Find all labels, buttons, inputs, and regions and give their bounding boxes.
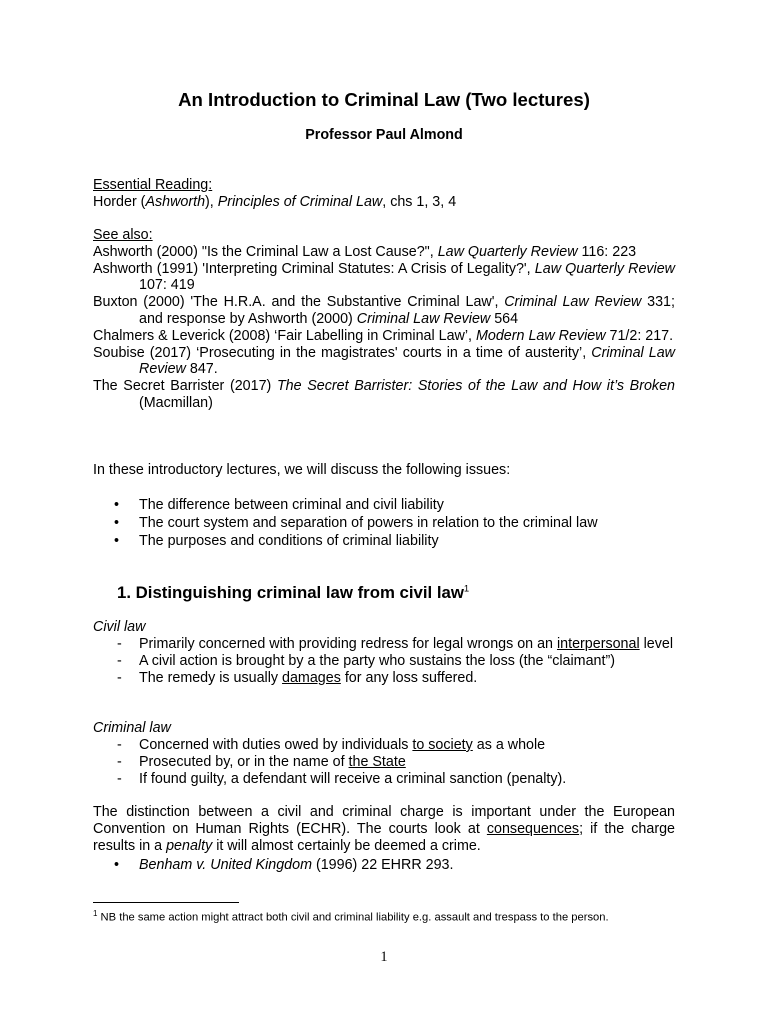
italic-span: The Secret Barrister: Stories of the Law and How it’s Broken	[276, 378, 675, 395]
civil-law-section	[93, 619, 675, 687]
list-item	[93, 496, 675, 514]
section-heading	[117, 582, 469, 604]
criminal-law-section	[93, 720, 675, 788]
issues-list	[93, 496, 675, 550]
text-span: level	[639, 635, 674, 652]
text-span: Horder (	[93, 193, 146, 210]
criminal-law-heading	[93, 720, 675, 737]
italic-span: Law Quarterly Review	[534, 260, 676, 277]
underlined-span: consequences	[486, 820, 580, 837]
italic-span: Principles of Criminal Law	[217, 193, 383, 210]
italic-span: Law Quarterly Review	[437, 243, 578, 260]
text-span: ; if the charge results in a	[93, 820, 675, 854]
essential-reading-heading: Essential Reading:	[93, 177, 213, 193]
reference-entry	[93, 345, 675, 379]
text-span: Soubise (2017) ‘Prosecuting in the magistrates' courts in a time of austerity’,	[93, 344, 592, 361]
underlined-span: interpersonal	[556, 635, 640, 652]
footnote-text: NB the same action might attract both civil and criminal liability e.g. assault and trespass to the person.	[97, 911, 609, 924]
text-span: Ashworth (1991) 'Interpreting Criminal Statutes: A Crisis of Legality?',	[93, 260, 535, 277]
list-item	[93, 514, 675, 532]
section-heading-text: 1. Distinguishing criminal law from civil law	[117, 583, 464, 602]
text-span: (1996) 22 EHRR 293.	[311, 857, 454, 873]
see-also-section	[93, 227, 675, 412]
text-span: , chs 1, 3, 4	[382, 193, 457, 210]
underlined-span: the State	[348, 753, 406, 770]
text-span: for any loss suffered.	[340, 669, 478, 686]
dash-icon: -	[117, 753, 122, 770]
list-item	[93, 771, 675, 788]
list-item-text: The purposes and conditions of criminal liability	[139, 533, 439, 549]
dash-icon: -	[117, 669, 122, 686]
text-span: as a whole	[472, 736, 546, 753]
civil-law-heading	[93, 619, 675, 636]
dash-icon: -	[117, 652, 122, 669]
list-item	[93, 532, 675, 550]
case-list	[93, 856, 675, 874]
text-span: it will almost certainly be deemed a crime.	[212, 837, 481, 854]
essential-reading	[93, 177, 675, 211]
text-span: 331; and response by Ashworth (2000)	[139, 294, 675, 327]
text-span: 564	[490, 310, 519, 327]
see-also-heading: See also:	[93, 227, 153, 243]
list-item	[93, 754, 675, 771]
text-span: Primarily concerned with providing redress for legal wrongs on an	[139, 635, 557, 652]
italic-span: Criminal Law Review	[356, 310, 491, 327]
dash-icon: -	[117, 736, 122, 753]
list-item-text: The court system and separation of powers in relation to the criminal law	[139, 515, 598, 531]
underlined-span: damages	[282, 669, 341, 686]
footnote-marker: 1	[463, 583, 470, 595]
text-span: Ashworth (2000) "Is the Criminal Law a Lost Cause?",	[93, 243, 438, 260]
intro-paragraph: In these introductory lectures, we will discuss the following issues:	[93, 462, 511, 478]
reference-entry	[93, 328, 675, 345]
reference-entry	[93, 261, 675, 295]
text-span: 107: 419	[139, 277, 195, 294]
list-item	[93, 670, 675, 687]
italic-span: Ashworth	[145, 193, 206, 210]
footnote-divider	[93, 902, 239, 903]
list-item-text: The difference between criminal and civil liability	[139, 497, 444, 513]
list-item	[93, 636, 675, 653]
essential-reading-entry	[93, 194, 675, 211]
text-span: The Secret Barrister (2017)	[93, 378, 277, 395]
list-item	[93, 653, 675, 670]
document-title: An Introduction to Criminal Law (Two lectures)	[178, 89, 590, 110]
text-span: 71/2: 217.	[605, 327, 674, 344]
text-span: ),	[205, 193, 218, 210]
document-author: Professor Paul Almond	[305, 127, 463, 143]
text-span: 847.	[185, 361, 218, 378]
footnote	[93, 906, 675, 926]
bullet-icon: •	[114, 533, 120, 549]
bullet-icon: •	[114, 515, 120, 531]
italic-span: Criminal Law Review	[504, 294, 642, 311]
italic-span: Criminal Law Review	[139, 344, 675, 378]
text-span: The distinction between a civil and criminal charge is important under the European Convention on Human Rights (ECHR). The courts look at	[93, 804, 675, 837]
reference-entry	[93, 244, 675, 261]
italic-span: Civil law	[93, 619, 146, 635]
dash-icon: -	[117, 635, 122, 652]
page-number: 1	[380, 949, 388, 965]
italic-span: penalty	[166, 837, 213, 854]
text-span: If found guilty, a defendant will receive a criminal sanction (penalty).	[139, 770, 567, 787]
text-span: A civil action is brought by a the party who sustains the loss (the “claimant”)	[139, 652, 615, 669]
list-item	[93, 856, 675, 874]
text-span: Buxton (2000) 'The H.R.A. and the Substantive Criminal Law',	[93, 294, 505, 311]
italic-span: Benham v. United Kingdom	[139, 857, 312, 873]
text-span: Prosecuted by, or in the name of	[139, 753, 349, 770]
text-span: Concerned with duties owed by individuals	[139, 736, 413, 753]
dash-icon: -	[117, 770, 122, 787]
underlined-span: to society	[412, 736, 473, 753]
italic-span: Modern Law Review	[476, 327, 606, 344]
text-span: (Macmillan)	[139, 394, 213, 411]
bullet-icon: •	[114, 497, 120, 513]
distinction-paragraph	[93, 804, 675, 854]
text-span: The remedy is usually	[139, 669, 283, 686]
footnote-marker: 1	[93, 909, 98, 918]
bullet-icon: •	[114, 857, 120, 873]
reference-entry	[93, 294, 675, 328]
list-item	[93, 737, 675, 754]
text-span: 116: 223	[577, 243, 637, 260]
italic-span: Criminal law	[93, 720, 171, 736]
text-span: Chalmers & Leverick (2008) ‘Fair Labelling in Criminal Law’,	[93, 327, 476, 344]
reference-entry	[93, 378, 675, 412]
